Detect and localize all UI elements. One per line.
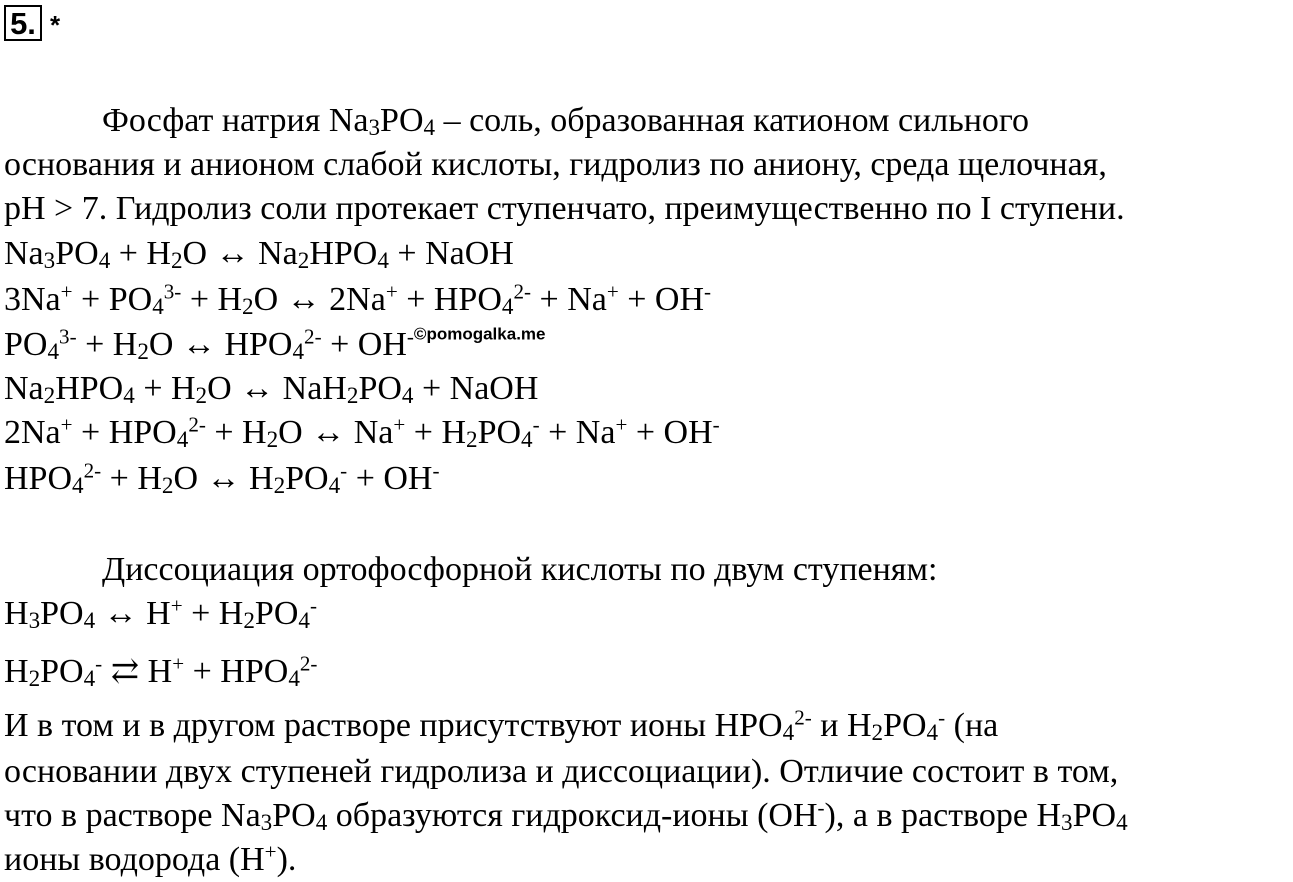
watermark-text: ©pomogalka.me bbox=[413, 324, 546, 344]
difficulty-star: * bbox=[50, 10, 61, 40]
paragraph-2-heading: Диссоциация ортофосфорной кислоты по двум ступеням: bbox=[102, 551, 938, 588]
paragraph-3-line-4: ионы водорода (H+). bbox=[4, 839, 297, 878]
equation-2: $3Na^+ + PO_4^{3-} + H_2O$ ↔ $2Na^+ + HPO_4^{2-} + Na^+ + OH^-$ bbox=[4, 279, 712, 321]
equation-3: $PO_4^{3-} + H_2O$ ↔ $HPO_4^{2-} + OH^{-©pomogalka.me}$ bbox=[4, 324, 546, 366]
equation-6: $HPO_4^{2-} + H_2O$ ↔ $H_2PO_4^- + OH^-$ bbox=[4, 458, 440, 500]
paragraph-3-line-2: основании двух ступеней гидролиза и диссоциации). Отличие состоит в том, bbox=[4, 753, 1119, 790]
paragraph-1-line-2: основания и анионом слабой кислоты, гидролиз по аниону, среда щелочная, bbox=[4, 146, 1107, 183]
task-number-box: 5. bbox=[4, 5, 42, 41]
equation-7: $H_3PO_4$ ↔ $H^+ + H_2PO_4^-$ bbox=[4, 593, 317, 635]
paragraph-1-line-3: pH > 7. Гидролиз соли протекает ступенчато, преимущественно по I ступени. bbox=[4, 190, 1125, 227]
equation-8: $H_2PO_4^-$ ⇄ $H^+ + HPO_4^{2-}$ bbox=[4, 651, 318, 693]
equation-1: $Na_3PO_4 + H_2O$ ↔ $Na_2HPO_4$ + NaOH bbox=[4, 235, 514, 275]
equation-4: $Na_2HPO_4 + H_2O$ ↔ $NaH_2PO_4$ + NaOH bbox=[4, 370, 539, 410]
paragraph-1-line-1: Фосфат натрия $Na_3PO_4$ – соль, образованная катионом сильного bbox=[102, 102, 1030, 142]
paragraph-3-line-3: что в растворе $Na_3PO_4$ образуются гидроксид-ионы (OH-), а в растворе $H_3PO_4$ bbox=[4, 795, 1128, 837]
paragraph-3-line-1: И в том и в другом растворе присутствуют ионы $HPO_4^{2-}$ и $H_2PO_4^-$ (на bbox=[4, 705, 999, 747]
equation-5: $2Na^+ + HPO_4^{2-} + H_2O$ ↔ $Na^+ + H_2PO_4^- + Na^+ + OH^-$ bbox=[4, 412, 720, 454]
